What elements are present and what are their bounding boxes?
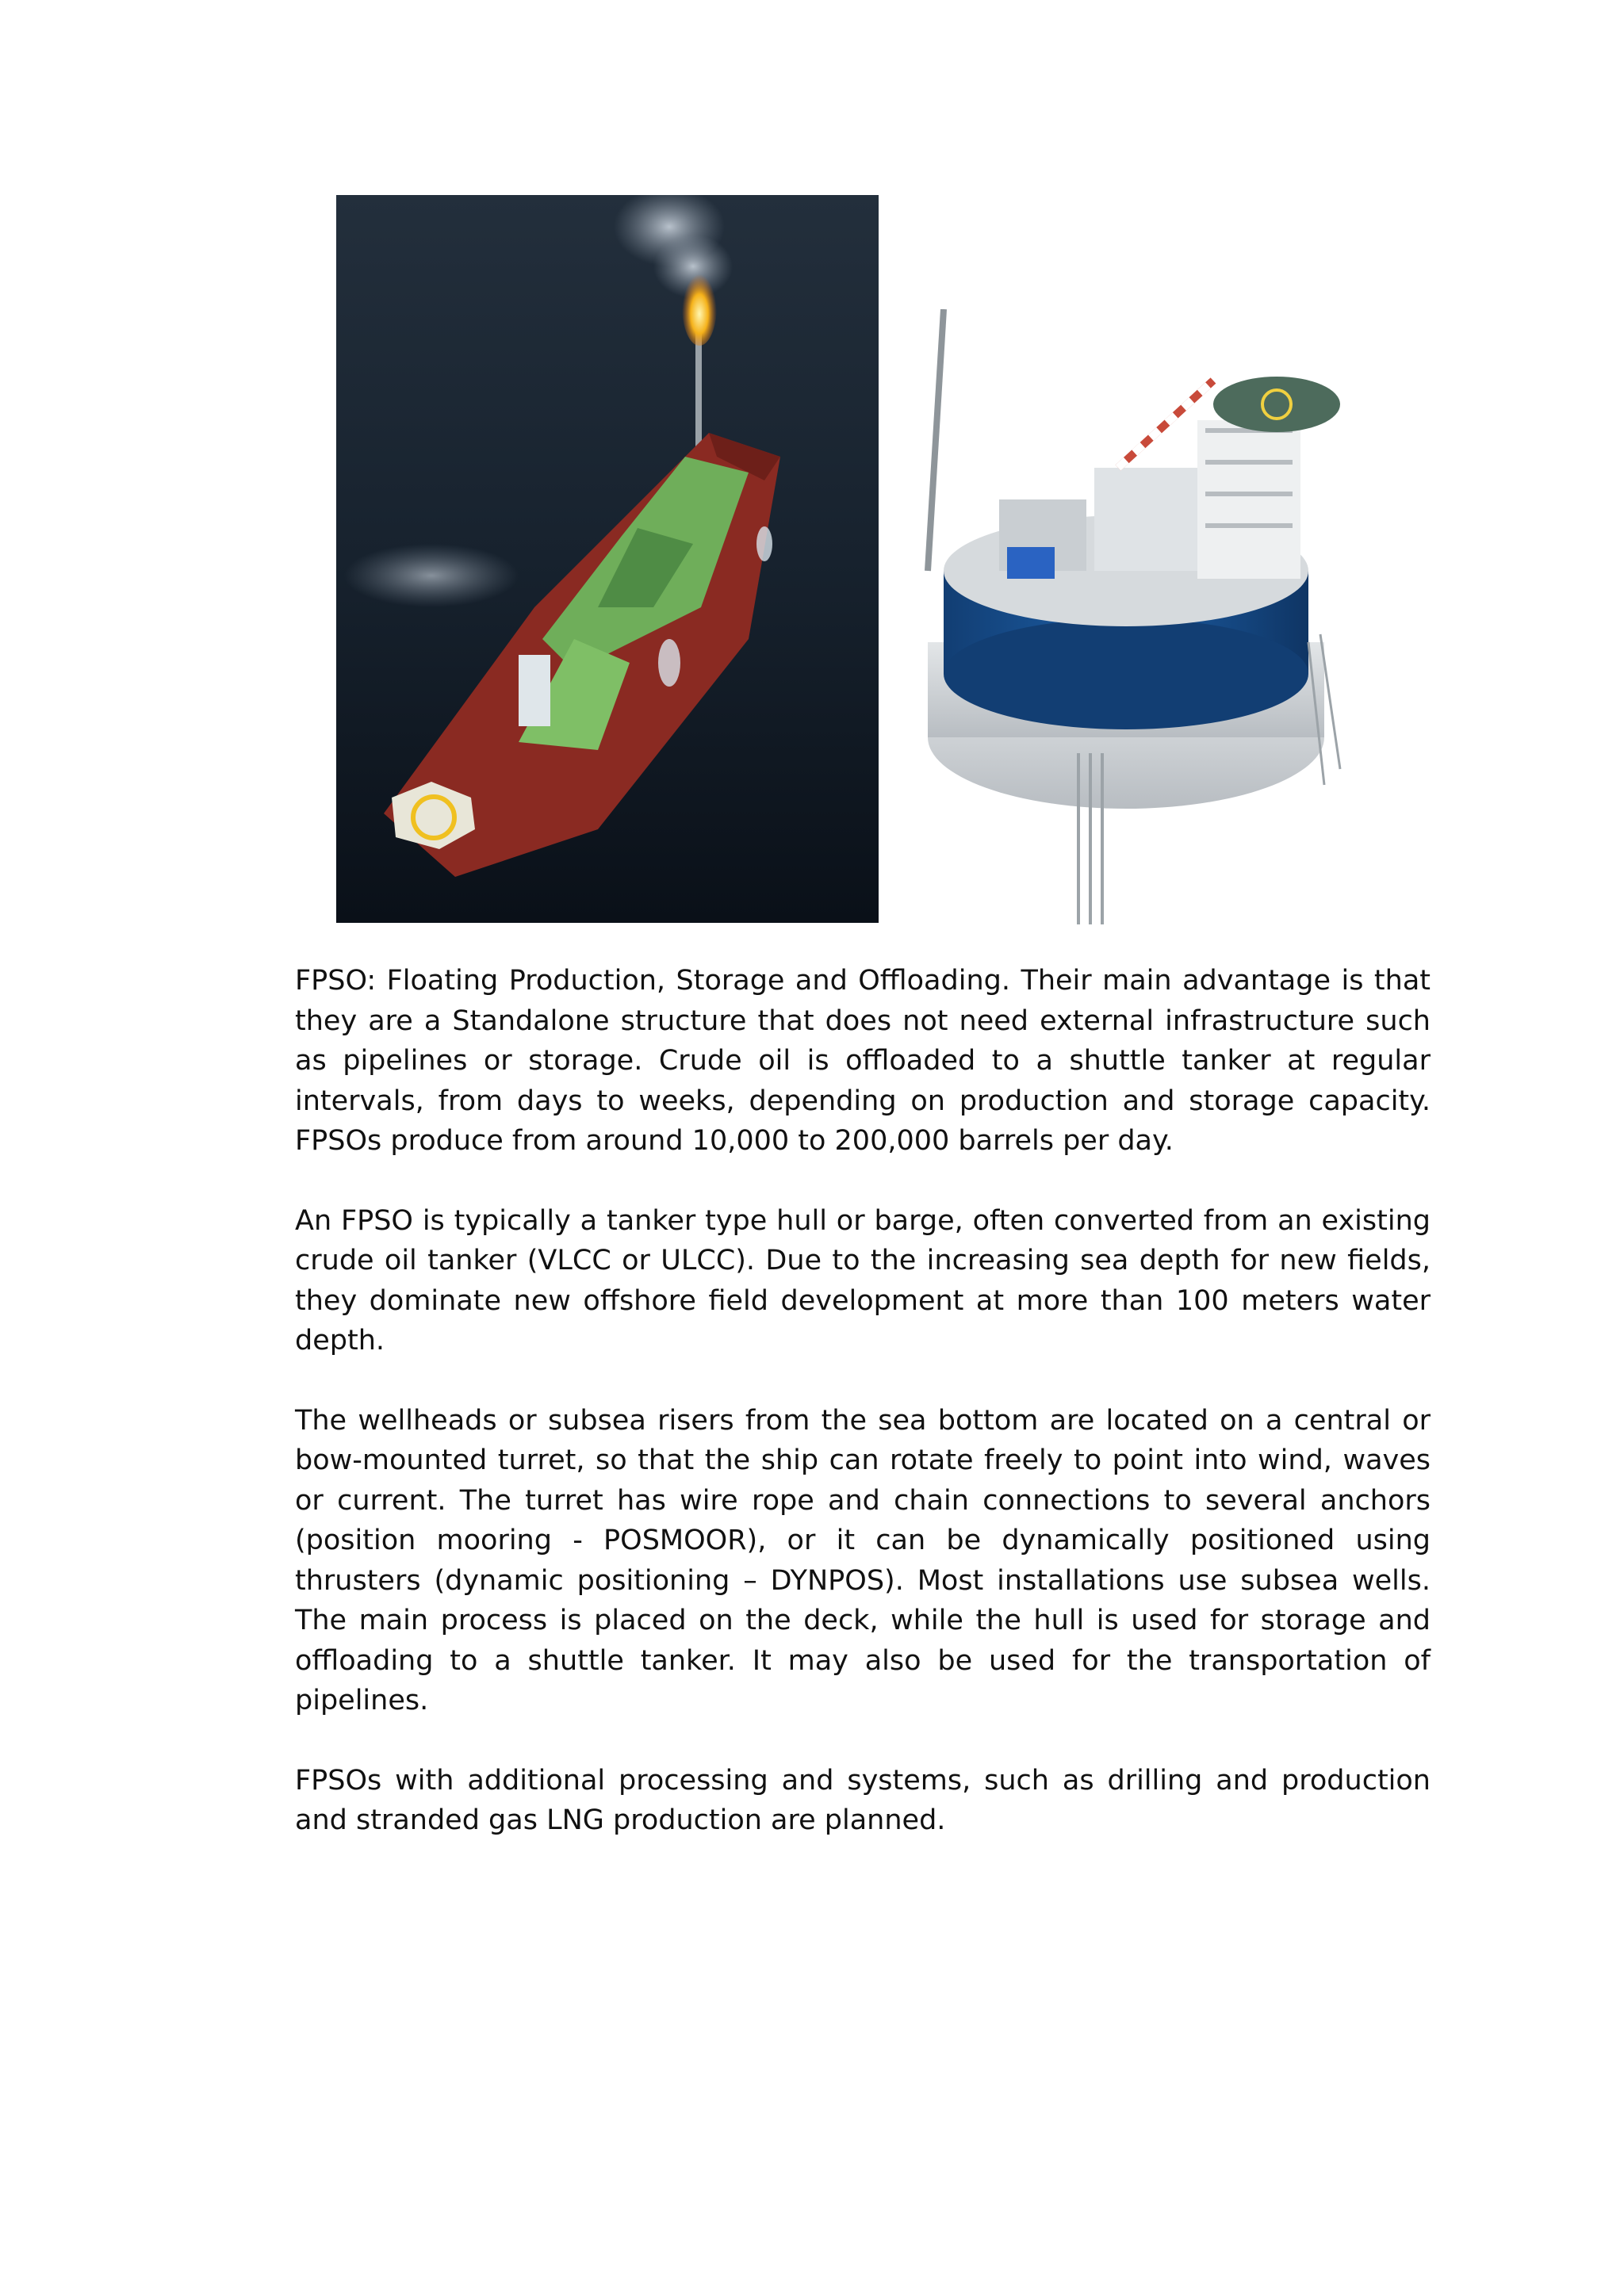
paragraph-hull-type: An FPSO is typically a tanker type hull or barge, often converted from an existing crude oil tanker (VLCC or ULCC). Due to the increasing sea depth for new fields, they dominate new offshore field development at more than 100 meters water depth. xyxy=(295,1204,1431,1357)
paragraph-turret-mooring: The wellheads or subsea risers from the sea bottom are located on a central or bow-mounted turret, so that the ship can rotate freely to point into wind, waves or current. The turret has wire rope and chain connections to several anchors (position mooring - POSMOOR), or it can be dynamically positioned using thrusters (dynamic positioning – DYNPOS). Most installations use subsea wells. The main process is placed on the deck, while the hull is used for storage and offloading to a shuttle tanker. It may also be used for the transportation of pipelines. xyxy=(295,1404,1431,1716)
body-text xyxy=(295,961,1431,1881)
fpso-ship-photo xyxy=(336,195,879,923)
cylindrical-fpso-render xyxy=(880,309,1396,924)
paragraph-additional-processing: FPSOs with additional processing and systems, such as drilling and production and stranded gas LNG production are planned. xyxy=(295,1764,1431,1836)
paragraph-fpso-definition: FPSO: Floating Production, Storage and Offloading. Their main advantage is that they are a Standalone structure that does not need external infrastructure such as pipelines or storage. Crude oil is offloaded to a shuttle tanker at regular intervals, from days to weeks, depending on production and storage capacity. FPSOs produce from around 10,000 to 200,000 barrels per day. xyxy=(295,965,1431,1157)
